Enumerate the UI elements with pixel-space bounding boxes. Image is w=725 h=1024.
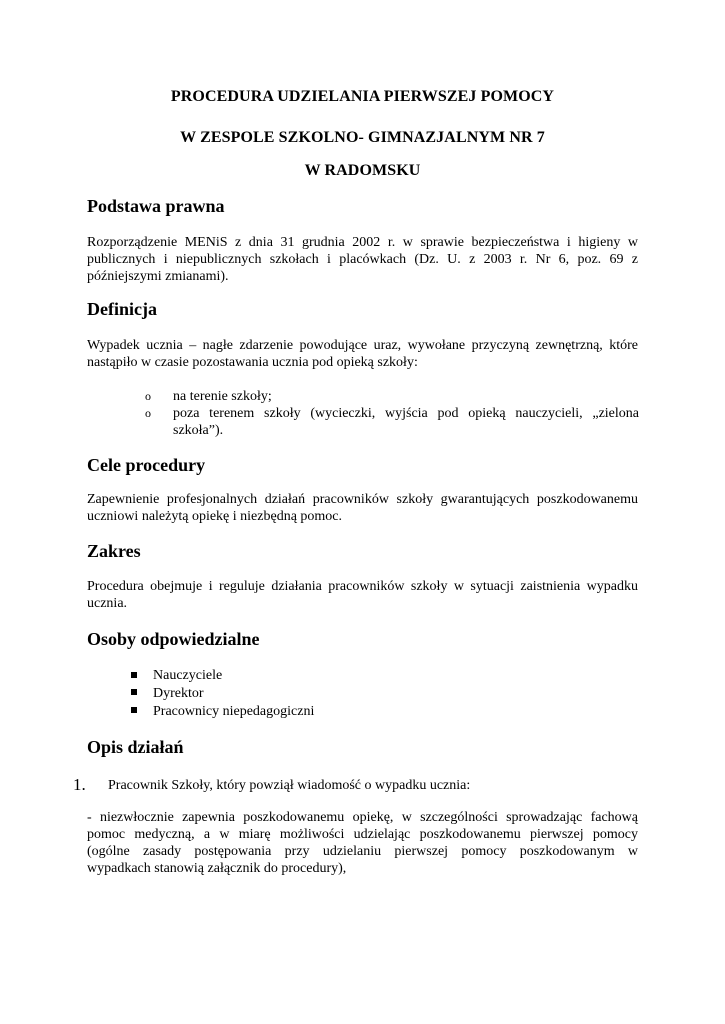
text-line: Wypadek ucznia – nagłe zdarzenie powodujące uraz, wywołane przyczyną zewnętrzną, które [87, 338, 638, 353]
list-item: na terenie szkoły; [173, 389, 272, 404]
text-line: pomoc medyczną, a w miarę możliwości udzielając poszkodowanemu pierwszej pomocy [87, 827, 638, 842]
list-item-continuation: szkoła”). [173, 423, 224, 438]
text-line: Procedura obejmuje i reguluje działania pracowników szkoły w sytuacji zaistnienia wypadku [87, 579, 638, 594]
paragraph-cele-procedury [87, 491, 638, 525]
heading-osoby-odpowiedzialne: Osoby odpowiedzialne [87, 629, 260, 649]
paragraph-zakres [87, 578, 638, 612]
square-bullet-icon [131, 672, 137, 678]
heading-definicja: Definicja [87, 299, 157, 319]
text-line: Zapewnienie profesjonalnych działań pracowników szkoły gwarantujących poszkodowanemu [87, 492, 638, 507]
heading-opis-dzialan: Opis działań [87, 737, 184, 757]
text-line: (ogólne zasady postępowania przy udzielaniu pierwszej pomocy poszkodowanym w [87, 844, 638, 859]
document-title-line-2: W ZESPOLE SZKOLNO- GIMNAZJALNYM NR 7 [180, 129, 545, 146]
text-line: nastąpiło w czasie pozostawania ucznia pod opieką szkoły: [87, 355, 418, 370]
list-item: Nauczyciele [153, 668, 223, 683]
heading-zakres: Zakres [87, 541, 141, 561]
list-item: poza terenem szkoły (wycieczki, wyjścia pod opieką nauczycieli, „zielona [173, 406, 639, 421]
document-title-line-1: PROCEDURA UDZIELANIA PIERWSZEJ POMOCY [170, 88, 555, 105]
square-bullet-icon [131, 689, 137, 695]
text-line: Rozporządzenie MENiS z dnia 31 grudnia 2002 r. w sprawie bezpieczeństwa i higieny w [87, 235, 638, 250]
square-bullet-icon [131, 707, 137, 713]
step-text: Pracownik Szkoły, który powziął wiadomość o wypadku ucznia: [108, 778, 471, 793]
heading-podstawa-prawna: Podstawa prawna [87, 196, 225, 216]
text-line: uczniowi należytą opiekę i niezbędną pomoc. [87, 509, 343, 524]
text-line: publicznych i niepublicznych szkołach i placówkach (Dz. U. z 2003 r. Nr 6, poz. 69 z [87, 252, 638, 267]
paragraph-definicja [87, 337, 638, 371]
paragraph-opis-dzialan [87, 809, 638, 877]
list-item: Dyrektor [153, 686, 204, 701]
heading-cele-procedury: Cele procedury [87, 455, 206, 475]
list-item: Pracownicy niepedagogiczni [153, 704, 315, 719]
circle-bullet-icon: o [145, 406, 151, 420]
text-line: - niezwłocznie zapewnia poszkodowanemu opiekę, w szczególności sprowadzając fachową [87, 810, 638, 825]
step-number: 1. [73, 775, 86, 794]
paragraph-podstawa-prawna [87, 234, 638, 285]
text-line: wypadkach stanowią załącznik do procedury), [87, 861, 347, 876]
text-line: ucznia. [87, 596, 128, 611]
document-title-line-3: W RADOMSKU [304, 162, 421, 179]
text-line: późniejszymi zmianami). [87, 269, 229, 284]
circle-bullet-icon: o [145, 389, 151, 403]
